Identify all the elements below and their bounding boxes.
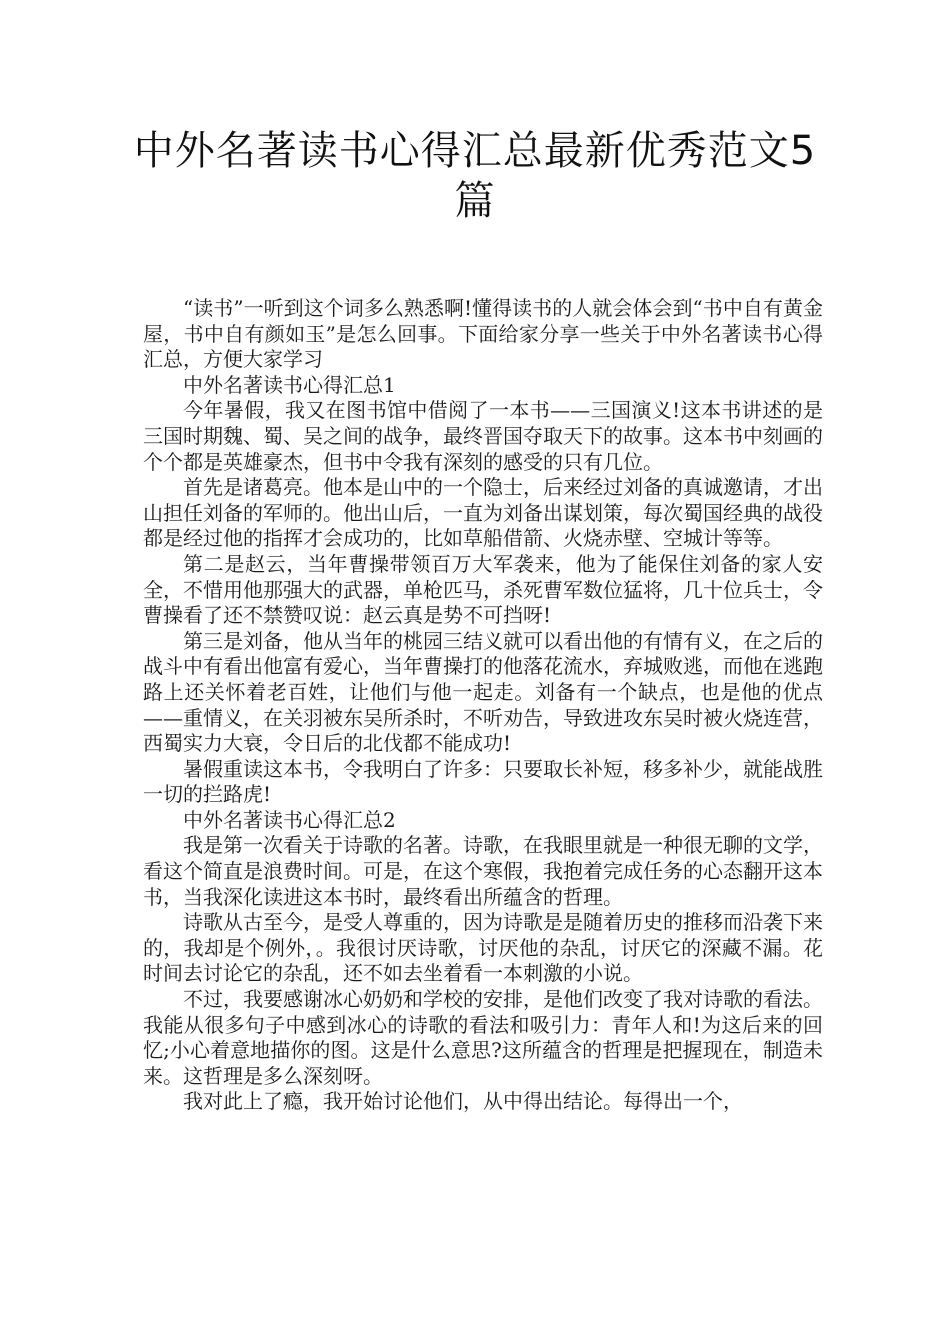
document-body [143, 296, 823, 1115]
body-paragraph: 第三是刘备，他从当年的桃园三结义就可以看出他的有情有义，在之后的战斗中有看出他富有爱心，当年曹操打的他落花流水，弃城败逃，而他在逃跑路上还关怀着老百姓，让他们与他一起走。刘备有一个缺点，也是他的优点——重情义，在关羽被东吴所杀时，不听劝告，导致进攻东吴时被火烧连营，西蜀实力大衰，令日后的北伐都不能成功! [143, 628, 823, 756]
body-paragraph: 我对此上了瘾，我开始讨论他们，从中得出结论。每得出一个， [183, 1089, 743, 1114]
body-paragraph: 第二是赵云，当年曹操带领百万大军袭来，他为了能保住刘备的家人安全，不惜用他那强大的武器，单枪匹马，杀死曹军数位猛将，几十位兵士，令曹操看了还不禁赞叹说：赵云真是势不可挡呀! [143, 551, 823, 628]
body-paragraph: 暑假重读这本书，令我明白了许多：只要取长补短，移多补少，就能战胜一切的拦路虎! [143, 756, 823, 807]
body-paragraph: 首先是诸葛亮。他本是山中的一个隐士，后来经过刘备的真诚邀请，才出山担任刘备的军师的。他出山后，一直为刘备出谋划策，每次蜀国经典的战役都是经过他的指挥才会成功的，比如草船借箭、火烧赤壁、空城计等等。 [143, 475, 823, 551]
body-paragraph: 今年暑假，我又在图书馆中借阅了一本书——三国演义!这本书讲述的是三国时期魏、蜀、吴之间的战争，最终晋国夺取天下的故事。这本书中刻画的个个都是英雄豪杰，但书中令我有深刻的感受的只有几位。 [143, 398, 823, 474]
document-title: 中外名著读书心得汇总最新优秀范文5篇 [133, 128, 817, 224]
body-paragraph: 诗歌从古至今，是受人尊重的，因为诗歌是是随着历史的推移而沿袭下来的，我却是个例外，。我很讨厌诗歌，讨厌他的杂乱，讨厌它的深藏不漏。花时间去讨论它的杂乱，还不如去坐着看一本刺激的小说。 [143, 910, 823, 986]
body-paragraph: 不过，我要感谢冰心奶奶和学校的安排，是他们改变了我对诗歌的看法。我能从很多句子中感到冰心的诗歌的看法和吸引力：青年人和!为这后来的回忆;小心着意地描你的图。这是什么意思?这所蕴含的哲理是把握现在，制造未来。这哲理是多么深刻呀。 [143, 987, 823, 1088]
intro-paragraph: “读书”一听到这个词多么熟悉啊!懂得读书的人就会体会到“书中自有黄金屋，书中自有颜如玉”是怎么回事。下面给家分享一些关于中外名著读书心得汇总，方便大家学习 [143, 296, 823, 372]
section-heading: 中外名著读书心得汇总1 [183, 372, 396, 397]
section-heading: 中外名著读书心得汇总2 [183, 807, 396, 832]
body-paragraph: 我是第一次看关于诗歌的名著。诗歌，在我眼里就是一种很无聊的文学，看这个简直是浪费时间。可是，在这个寒假，我抱着完成任务的心态翻开这本书，当我深化读进这本书时，最终看出所蕴含的哲理。 [143, 833, 823, 909]
